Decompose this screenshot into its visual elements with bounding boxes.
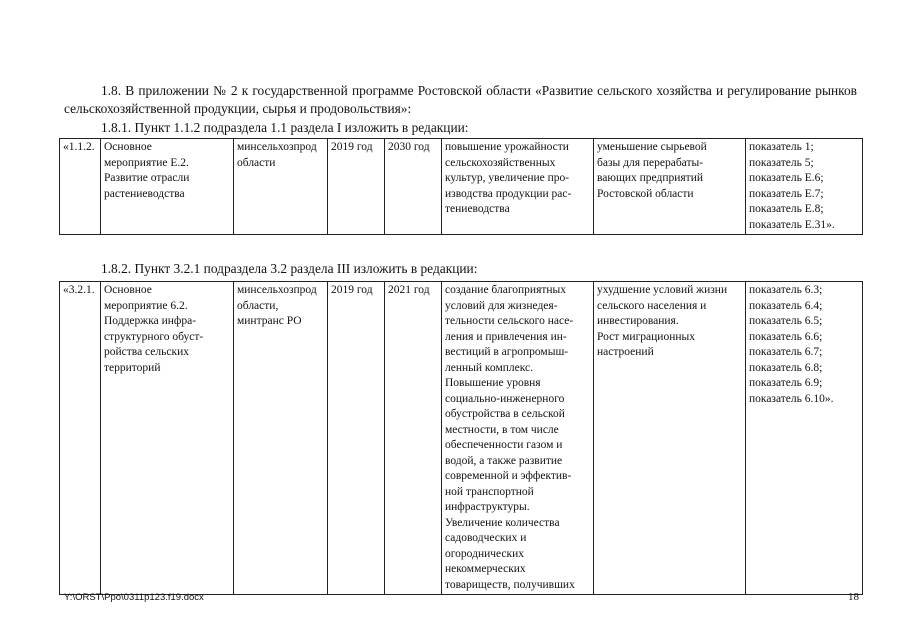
cell-text-line: садоводческих и xyxy=(445,532,527,544)
cell-text-line: Увеличение количества xyxy=(445,516,560,529)
cell-text-line: местности, в том числе xyxy=(445,423,559,436)
indicators-cell xyxy=(746,139,863,235)
expected-result-cell xyxy=(442,282,594,595)
end-year-cell: 2030 год xyxy=(385,139,442,235)
cell-text-line: современной и эффектив- xyxy=(445,470,572,482)
cell-text-line: структурного обуст- xyxy=(104,330,204,343)
table-item-1-1-2 xyxy=(59,138,863,235)
cell-text-line: огороднических xyxy=(445,547,525,560)
cell-text-line: показатель 6.7; xyxy=(749,346,823,358)
cell-text-line: инфраструктуры. xyxy=(445,501,530,513)
cell-text-line: минсельхозпрод xyxy=(237,284,317,296)
cell-text-line: ухудшение условий жизни xyxy=(597,284,728,296)
item-number-cell: «3.2.1. xyxy=(60,282,101,595)
cell-text-line: некоммерческих xyxy=(445,563,526,575)
cell-text-line: мероприятие Е.2. xyxy=(104,156,189,169)
cell-text-line: ленный комплекс. xyxy=(445,361,533,374)
cell-text-line: вестиций в агропромыш- xyxy=(445,346,569,358)
cell-text-line: показатель Е.7; xyxy=(749,187,824,200)
cell-text-line: создание благоприятных xyxy=(445,284,567,296)
start-year-cell: 2019 год xyxy=(328,282,385,595)
cell-text-line: Основное xyxy=(104,141,152,153)
cell-text-line: изводства продукции рас- xyxy=(445,187,572,200)
cell-text-line: области, xyxy=(237,299,279,312)
start-year-cell: 2019 год xyxy=(328,139,385,235)
page-number: 18 xyxy=(848,591,859,603)
table-row xyxy=(60,282,863,595)
cell-text-line: территорий xyxy=(104,361,161,374)
cell-text-line: показатель 1; xyxy=(749,141,814,153)
cell-text-line: Ростовской области xyxy=(597,187,694,200)
cell-text-line: показатель Е.6; xyxy=(749,172,824,184)
cell-text-line: показатель 6.3; xyxy=(749,284,823,296)
cell-text-line: вающих предприятий xyxy=(597,172,703,184)
cell-text-line: Повышение уровня xyxy=(445,377,541,389)
cell-text-line: социально-инженерного xyxy=(445,392,565,405)
cell-text-line: обеспеченности газом и xyxy=(445,439,563,451)
executor-cell xyxy=(234,282,328,595)
cell-text-line: настроений xyxy=(597,346,654,358)
cell-text-line: показатель Е.8; xyxy=(749,203,824,215)
cell-text-line: показатель 6.10». xyxy=(749,392,834,405)
cell-text-line: показатель 6.5; xyxy=(749,315,823,327)
cell-text-line: Основное xyxy=(104,284,152,296)
table-item-3-2-1 xyxy=(59,281,863,595)
cell-text-line: условий для жизнедея- xyxy=(445,299,558,312)
cell-text-line: тельности сельского насе- xyxy=(445,315,574,327)
cell-text-line: растениеводства xyxy=(104,187,185,200)
cell-text-line: повышение урожайности xyxy=(445,141,569,153)
measure-name-cell xyxy=(101,282,234,595)
table-row xyxy=(60,139,863,235)
cell-text-line: сельского населения и xyxy=(597,299,707,312)
end-year-cell: 2021 год xyxy=(385,282,442,595)
expected-result-cell xyxy=(442,139,594,235)
cell-text-line: тениеводства xyxy=(445,203,510,215)
cell-text-line: Поддержка инфра- xyxy=(104,315,197,327)
paragraph-1-8-2: 1.8.2. Пункт 3.2.1 подраздела 3.2 раздела III изложить в редакции: xyxy=(101,261,478,277)
consequence-cell xyxy=(594,282,746,595)
cell-text-line: минтранс РО xyxy=(237,315,302,327)
cell-text-line: области xyxy=(237,156,276,169)
cell-text-line: показатель 6.4; xyxy=(749,299,823,312)
consequence-cell xyxy=(594,139,746,235)
cell-text-line: показатель 6.8; xyxy=(749,361,823,374)
file-path-footer: Y:\ORST\Ppo\0311p123.f19.docx xyxy=(64,592,204,603)
cell-text-line: сельскохозяйственных xyxy=(445,156,556,169)
cell-text-line: ления и привлечения ин- xyxy=(445,330,567,343)
executor-cell xyxy=(234,139,328,235)
cell-text-line: мероприятие 6.2. xyxy=(104,299,188,312)
cell-text-line: водой, а также развитие xyxy=(445,454,563,467)
cell-text-line: обустройства в сельской xyxy=(445,408,565,420)
cell-text-line: показатель Е.31». xyxy=(749,218,835,231)
cell-text-line: культур, увеличение про- xyxy=(445,172,570,184)
indicators-cell xyxy=(746,282,863,595)
measure-name-cell xyxy=(101,139,234,235)
cell-text-line: показатель 6.9; xyxy=(749,377,823,389)
cell-text-line: базы для перерабаты- xyxy=(597,156,704,169)
item-number-cell: «1.1.2. xyxy=(60,139,101,235)
cell-text-line: показатель 5; xyxy=(749,156,814,169)
cell-text-line: уменьшение сырьевой xyxy=(597,141,707,153)
cell-text-line: ройства сельских xyxy=(104,346,189,358)
cell-text-line: минсельхозпрод xyxy=(237,141,317,153)
paragraph-1-8-1: 1.8.1. Пункт 1.1.2 подраздела 1.1 раздела I изложить в редакции: xyxy=(101,120,469,136)
cell-text-line: инвестирования. xyxy=(597,315,679,327)
cell-text-line: ной транспортной xyxy=(445,485,534,498)
paragraph-1-8: 1.8. В приложении № 2 к государственной программе Ростовской области «Развитие сельского хозяйства и регулирование рынков сельскохозяйственной продукции, сырья и продовольствия»: xyxy=(64,83,857,117)
cell-text-line: Рост миграционных xyxy=(597,330,695,343)
cell-text-line: Развитие отрасли xyxy=(104,172,190,184)
cell-text-line: показатель 6.6; xyxy=(749,330,823,343)
cell-text-line: товариществ, получивших xyxy=(445,578,575,591)
